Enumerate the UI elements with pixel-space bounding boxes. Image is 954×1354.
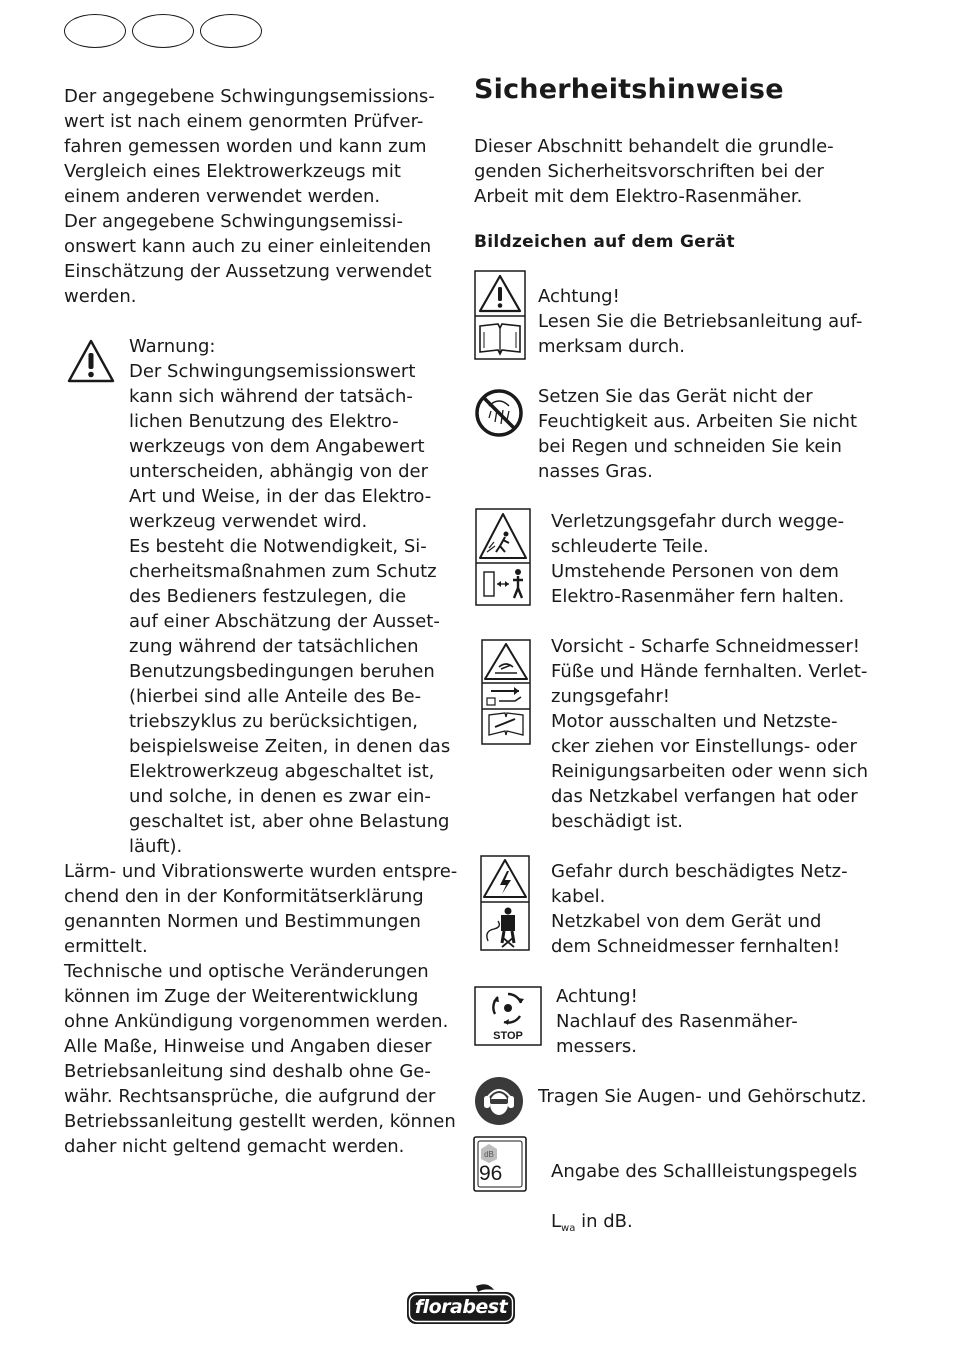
sound-level-unit-sub: wa	[561, 1223, 576, 1234]
vibration-warning-text: Warnung: Der Schwingungsemissionswert kann sich während der tatsäch- lichen Benutzung des Elektro- werkzeugs von dem Angabewert unterscheiden, abhängig von der Art und Weise, in der das Elektro- werkzeug verwendet wird. Es besteht die Notwendigkeit, Si- cherheitsmaßnahmen zum Schutz des Bedieners festzulegen, die auf einer Abschätzung der Ausset- zung während der tatsächlichen Benutzungsbedingungen beruhen (hierbei sind alle Anteile des Be- triebszyklus zu berücksichtigen, beispielsweise Zeiten, in denen das Elektrowerkzeug abgeschaltet ist, und solche, in denen es zwar ein- geschaltet ist, aber ohne Belastung läuft).	[129, 336, 451, 857]
symbol-text-sharp-blade: Vorsicht - Scharfe Schneidmesser! Füße und Hände fernhalten. Verlet- zungsgefahr! Motor ausschalten und Netzste- cker ziehen vor Einstellungs- oder Reinigungsarbeiten oder wenn sich das Netzkabel verfangen hat oder beschädigt ist.	[551, 636, 869, 832]
section-intro: Dieser Abschnitt behandelt die grundle- genden Sicherheitsvorschriften bei der Arbeit mit dem Elektro-Rasenmäher.	[474, 136, 834, 207]
symbol-text-electric-cable: Gefahr durch beschädigtes Netz- kabel. Netzkabel von dem Gerät und dem Schneidmesser fernhalten!	[551, 861, 848, 957]
sound-level-label: Angabe des Schallleistungspegels	[551, 1161, 858, 1182]
sound-level-value: 96	[479, 1162, 503, 1185]
country-oval-2	[132, 14, 194, 48]
sharp-blade-icon	[481, 639, 531, 745]
country-code-ovals	[64, 14, 262, 48]
symbol-text-no-rain: Setzen Sie das Gerät nicht der Feuchtigkeit aus. Arbeiten Sie nicht bei Regen und schneiden Sie kein nasses Gras.	[538, 386, 858, 482]
standards-paragraph: Lärm- und Vibrationswerte wurden entspre- chend den in der Konformitätserklärung genannten Normen und Bestimmungen ermittelt. Technische und optische Veränderungen können im Zuge der Weiterentwicklung ohne Ankündigung vorgenommen werden. Alle Maße, Hinweise und Angaben dieser Betriebsanleitung sind deshalb ohne Ge- währ. Rechtsansprüche, die aufgrund der Betriebssanleitung gestellt werden, können daher nicht geltend gemacht werden.	[64, 861, 458, 1157]
section-title: Sicherheitshinweise	[474, 74, 784, 105]
blade-stop-icon	[474, 986, 542, 1046]
stop-label: STOP	[493, 1030, 523, 1042]
symbols-subtitle: Bildzeichen auf dem Gerät	[474, 232, 735, 252]
symbol-text-thrown-objects: Verletzungsgefahr durch wegge- schleuderte Teile. Umstehende Personen von dem Elektro-Rasenmäher fern halten.	[551, 511, 845, 607]
sound-level-icon	[473, 1136, 527, 1192]
sound-level-unit-main: L	[551, 1211, 562, 1232]
vibration-paragraph: Der angegebene Schwingungsemissions- wert ist nach einem genormten Prüfver- fahren gemessen worden und kann zum Vergleich eines Elektrowerkzeugs mit einem anderen verwendet werden. Der angegebene Schwingungsemissi- onswert kann auch zu einer einleitenden Einschätzung der Aussetzung verwendet werden.	[64, 86, 435, 307]
symbol-text-blade-stop: Achtung! Nachlauf des Rasenmäher- messers.	[556, 986, 798, 1057]
eye-ear-protection-icon	[474, 1076, 524, 1126]
sound-level-unit-rest: in dB.	[575, 1211, 633, 1232]
svg-text:dB: dB	[484, 1150, 494, 1159]
no-rain-icon	[474, 388, 524, 438]
florabest-logo	[404, 1282, 518, 1328]
warning-triangle-icon	[66, 338, 116, 384]
electric-cable-icon	[480, 855, 530, 951]
symbol-text-sound-level	[551, 1134, 871, 1241]
thrown-objects-icon	[475, 508, 531, 606]
symbol-text-eye-ear-protection: Tragen Sie Augen- und Gehörschutz.	[538, 1086, 867, 1107]
symbol-text-read-manual: Achtung! Lesen Sie die Betriebsanleitung auf- merksam durch.	[538, 286, 863, 357]
warning-manual-icon	[474, 270, 526, 360]
country-oval-3	[200, 14, 262, 48]
logo-text: florabest	[414, 1296, 508, 1318]
country-oval-1	[64, 14, 126, 48]
